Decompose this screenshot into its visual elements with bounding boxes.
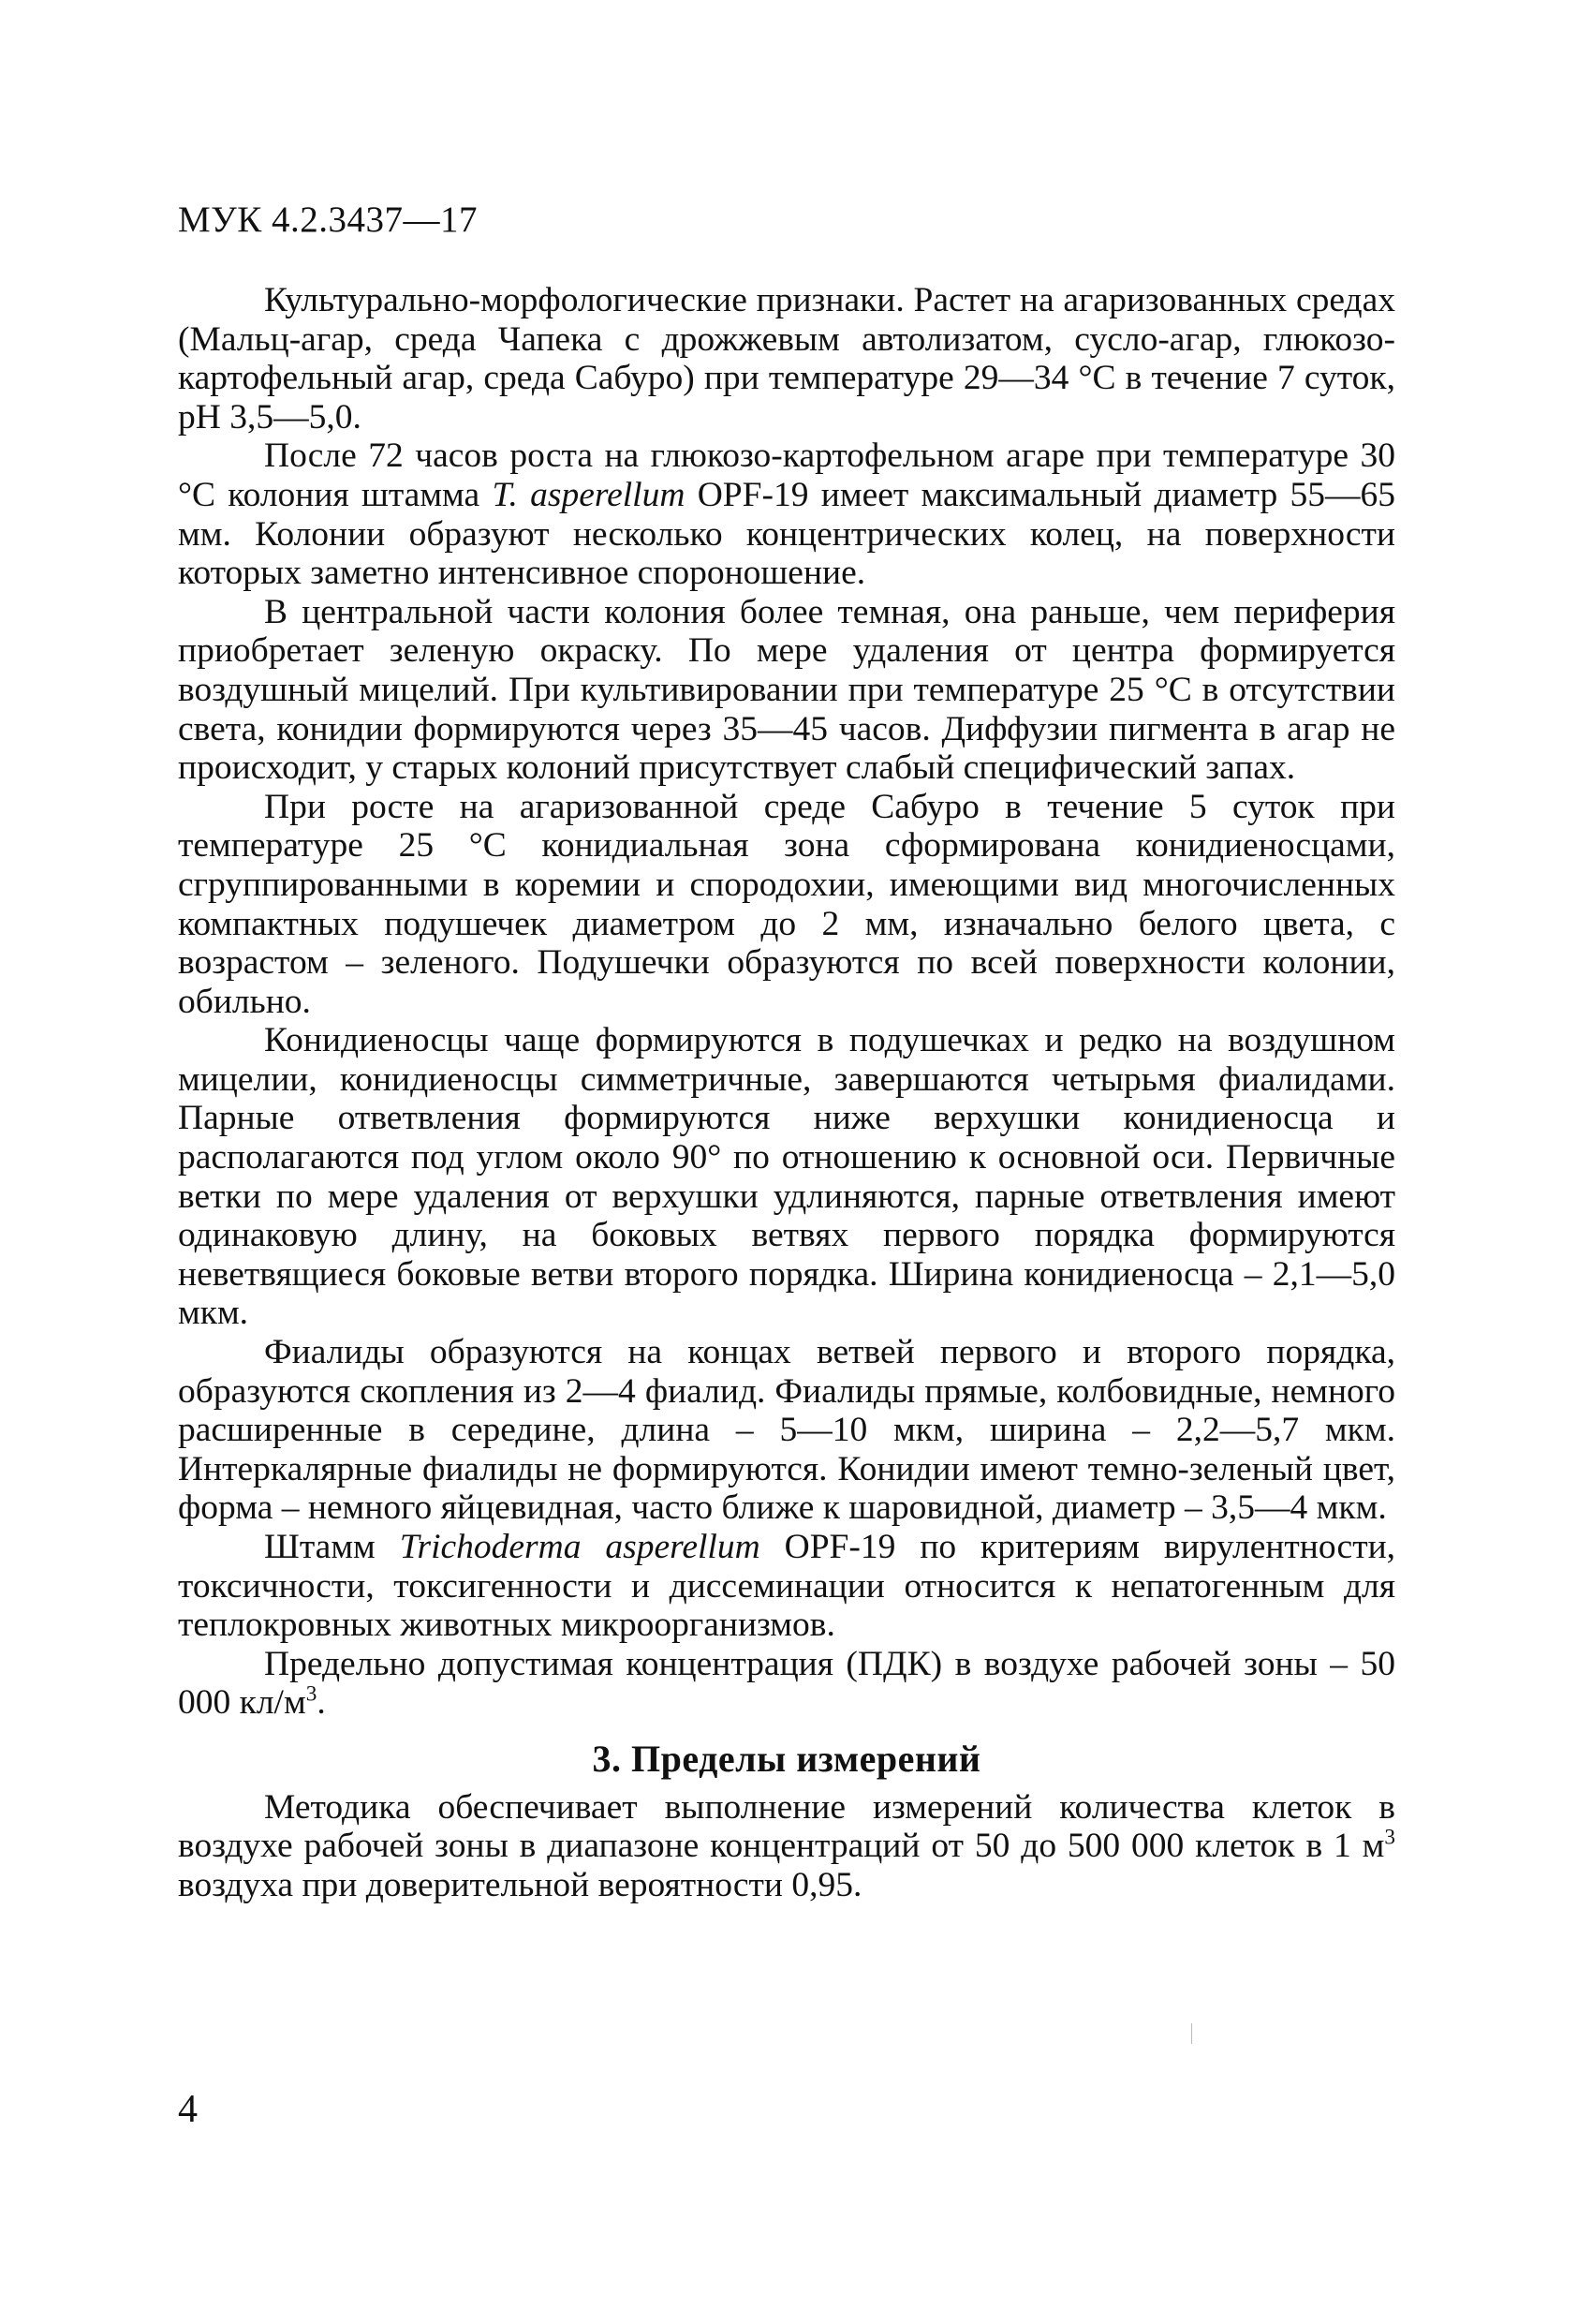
paragraph-sabouraud-growth: При росте на агаризованной среде Сабуро в течение 5 суток при температуре 25 °С конидиальная зона сформирована конидиеносцами, сгруппированными в коремии и спородохии, имеющими вид многочисленных компактных подушечек диаметром до 2 мм, изначально белого цвета, с возрастом – зеленого. Подушечки образуются по всей поверхности колонии, обильно. [178, 787, 1395, 1021]
paragraph-strain-safety [178, 1528, 1395, 1645]
paragraph-colony-growth [178, 437, 1395, 592]
page-number: 4 [178, 2088, 198, 2131]
paragraph-text: ОРF-19 имеет максимальный диаметр 55—65 мм. Колонии образуют несколько концентрических колец, на поверхности которых заметно интенсивное спороношение. [178, 475, 1396, 593]
paragraph-measurement-range [178, 1788, 1395, 1905]
superscript: 3 [305, 1681, 317, 1707]
paragraph-text: Предельно допустимая концентрация (ПДК) в воздухе рабочей зоны – 50 000 кл/м [178, 1644, 1395, 1723]
paragraph-text: воздуха при доверительной вероятности 0,95. [178, 1865, 862, 1904]
paragraph-text: Штамм [264, 1528, 376, 1566]
paragraph-phialides: Фиалиды образуются на концах ветвей первого и второго порядка, образуются скопления из 2—4 фиалид. Фиалиды прямые, колбовидные, немного расширенные в середине, длина – 5—10 мкм, ширина – 2,2—5,7 мкм. Интеркалярные фиалиды не формируются. Конидии имеют темно-зеленый цвет, форма – немного яйцевидная, часто ближе к шаровидной, диаметр – 3,5—4 мкм. [178, 1333, 1395, 1528]
paragraph-text: . [317, 1683, 326, 1723]
paragraph-text: После 72 часов роста на глюкозо-картофельном агаре при температуре 30 °С колония штамма [178, 437, 1395, 514]
paragraph-mac-limit [178, 1645, 1395, 1723]
scan-artifact-line [1191, 2023, 1192, 2044]
section-title: 3. Пределы измерений [592, 1737, 981, 1780]
document-header: МУК 4.2.3437—17 [178, 200, 479, 240]
paragraph-text: Методика обеспечивает выполнение измерений количества клеток в воздухе рабочей зоны в диапазоне концентраций от 50 до 500 000 клеток в 1 м [178, 1787, 1395, 1866]
species-name-italic: Trichoderma asperellum [399, 1528, 760, 1566]
superscript: 3 [1384, 1825, 1395, 1850]
paragraph-cultural-morphological: Культурально-морфологические признаки. Растет на агаризованных средах (Мальц-агар, среда Чапека с дрожжевым автолизатом, сусло-агар, глюкозо-картофельный агар, среда Сабуро) при температуре 29—34 °С в течение 7 суток, рН 3,5—5,0. [178, 281, 1395, 437]
paragraph-text: ОРF-19 по критериям вирулентности, токсичности, токсигенности и диссеминации относится к непатогенным для теплокровных животных микроорганизмов. [178, 1528, 1396, 1645]
paragraph-colony-center: В центральной части колония более темная, она раньше, чем периферия приобретает зеленую окраску. По мере удаления от центра формируется воздушный мицелий. При культивировании при температуре 25 °С в отсутствии света, конидии формируются через 35—45 часов. Диффузии пигмента в агар не происходит, у старых колоний присутствует слабый специфический запах. [178, 592, 1395, 788]
species-name-italic: T. asperellum [492, 475, 685, 514]
paragraph-conidiophores: Конидиеносцы чаще формируются в подушечках и редко на воздушном мицелии, конидиеносцы симметричные, завершаются четырьмя фиалидами. Парные ответвления формируются ниже верхушки конидиеносца и располагаются под углом около 90° по отношению к основной оси. Первичные ветки по мере удаления от верхушки удлиняются, парные ответвления имеют одинаковую длину, на боковых ветвях первого порядка формируются неветвящиеся боковые ветви второго порядка. Ширина конидиеносца – 2,1—5,0 мкм. [178, 1021, 1395, 1333]
document-body [178, 281, 1395, 1904]
